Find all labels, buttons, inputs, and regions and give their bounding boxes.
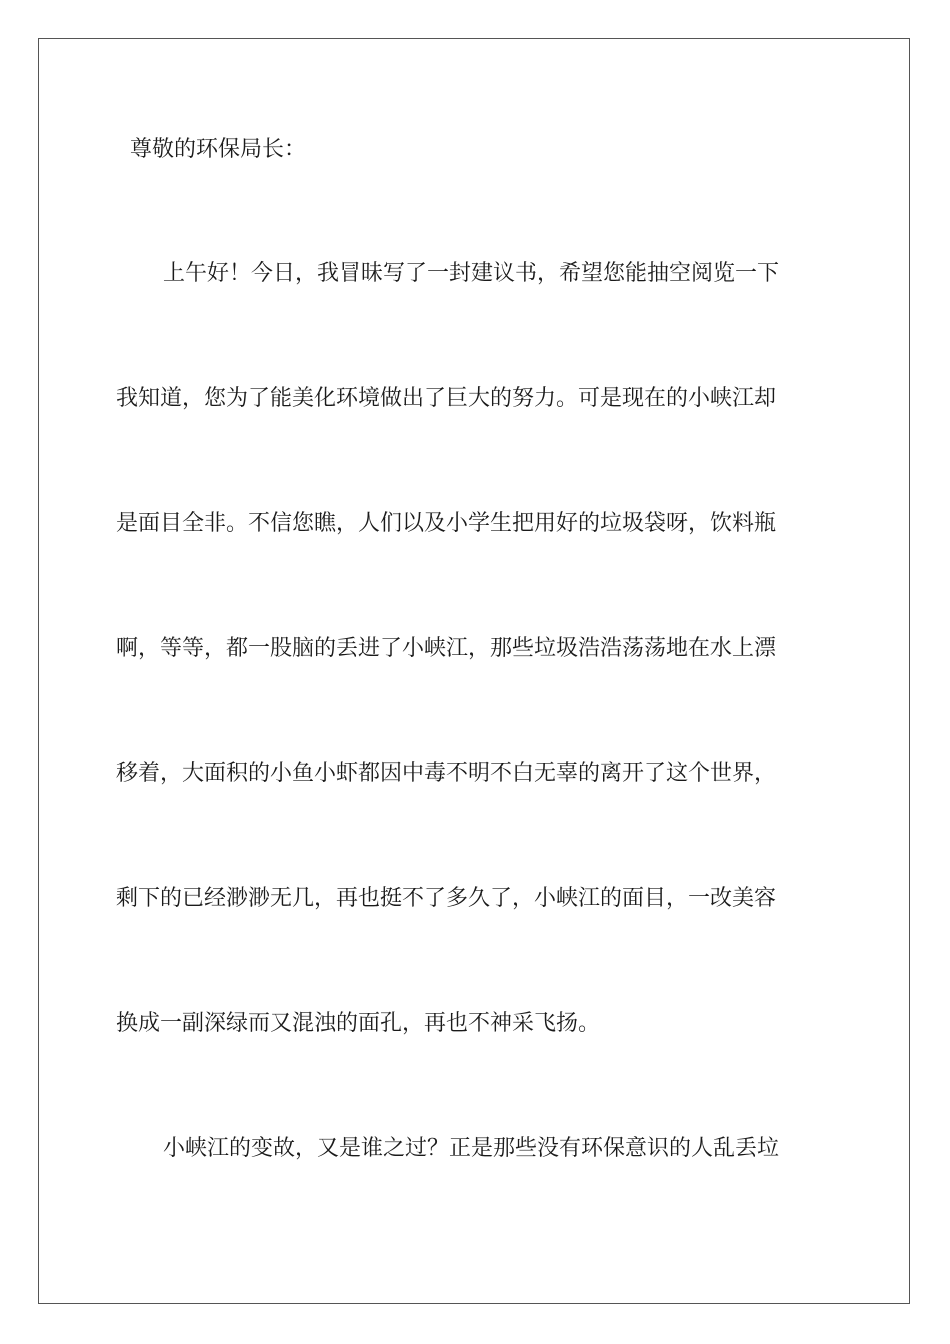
body-line-1: 上午好！今日，我冒昧写了一封建议书，希望您能抽空阅览一下: [163, 261, 780, 286]
body-line-8: 小峡江的变故，又是谁之过？正是那些没有环保意识的人乱丢垃: [163, 1136, 780, 1161]
body-line-7: 换成一副深绿而又混浊的面孔，再也不神采飞扬。: [116, 1011, 601, 1036]
body-line-2: 我知道，您为了能美化环境做出了巨大的努力。可是现在的小峡江却: [116, 386, 777, 411]
body-line-6: 剩下的已经渺渺无几，再也挺不了多久了，小峡江的面目，一改美容: [116, 886, 777, 911]
body-line-4: 啊，等等，都一股脑的丢进了小峡江，那些垃圾浩浩荡荡地在水上漂: [116, 636, 777, 661]
page-border: [38, 38, 910, 1304]
body-line-3: 是面目全非。不信您瞧，人们以及小学生把用好的垃圾袋呀，饮料瓶: [116, 511, 777, 536]
salutation: 尊敬的环保局长：: [130, 137, 307, 162]
body-line-5: 移着，大面积的小鱼小虾都因中毒不明不白无辜的离开了这个世界，: [116, 761, 777, 786]
